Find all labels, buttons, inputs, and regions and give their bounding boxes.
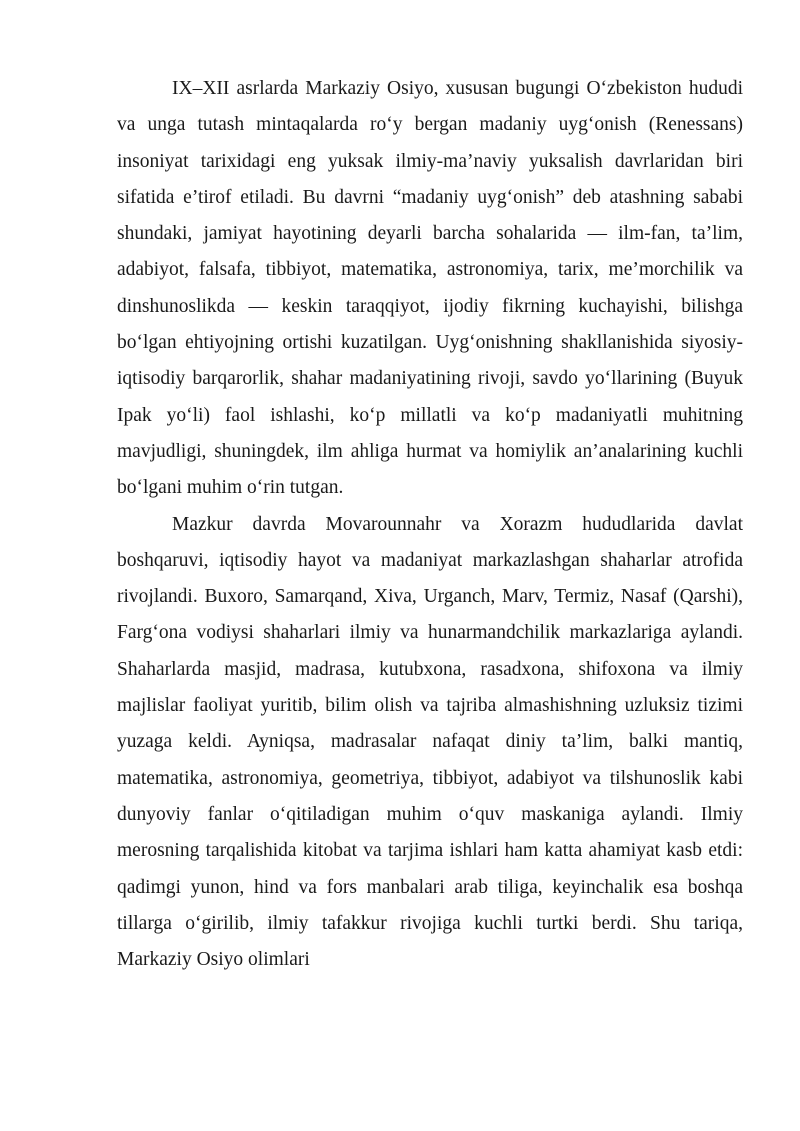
paragraph-2: Mazkur davrda Movarounnahr va Xorazm hududlarida davlat boshqaruvi, iqtisodiy hayot va madaniyat markazlashgan shaharlar atrofida rivojlandi. Buxoro, Samarqand, Xiva, Urganch, Marv, Termiz, Nasaf (Qarshi), Farg‘ona vodiysi shaharlari ilmiy va hunarmandchilik markazlariga aylandi. Shaharlarda masjid, madrasa, kutubxona, rasadxona, shifoxona va ilmiy majlislar faoliyat yuritib, bilim olish va tajriba almashishning uzluksiz tizimi yuzaga keldi. Ayniqsa, madrasalar nafaqat diniy ta’lim, balki mantiq, matematika, astronomiya, geometriya, tibbiyot, adabiyot va tilshunoslik kabi dunyoviy fanlar o‘qitiladigan muhim o‘quv maskaniga aylandi. Ilmiy merosning tarqalishida kitobat va tarjima ishlari ham katta ahamiyat kasb etdi: qadimgi yunon, hind va fors manbalari arab tiliga, keyinchalik esa boshqa tillarga o‘girilib, ilmiy tafakkur rivojiga kuchli turtki berdi. Shu tariqa, Markaziy Osiyo olimlari bbox=[117, 513, 743, 971]
document-page bbox=[117, 71, 743, 978]
paragraph-1: IX–XII asrlarda Markaziy Osiyo, xususan bugungi O‘zbekiston hududi va unga tutash mintaqalarda ro‘y bergan madaniy uyg‘onish (Renessans) insoniyat tarixidagi eng yuksak ilmiy-ma’naviy yuksalish davrlaridan biri sifatida e’tirof etiladi. Bu davrni “madaniy uyg‘onish” deb atashning sababi shundaki, jamiyat hayotining deyarli barcha sohalarida — ilm-fan, ta’lim, adabiyot, falsafa, tibbiyot, matematika, astronomiya, tarix, me’morchilik va dinshunoslikda — keskin taraqqiyot, ijodiy fikrning kuchayishi, bilishga bo‘lgan ehtiyojning ortishi kuzatilgan. Uyg‘onishning shakllanishida siyosiy-iqtisodiy barqarorlik, shahar madaniyatining rivoji, savdo yo‘llarining (Buyuk Ipak yo‘li) faol ishlashi, ko‘p millatli va ko‘p madaniyatli muhitning mavjudligi, shuningdek, ilm ahliga hurmat va homiylik an’analarining kuchli bo‘lgani muhim o‘rin tutgan. bbox=[117, 78, 743, 499]
